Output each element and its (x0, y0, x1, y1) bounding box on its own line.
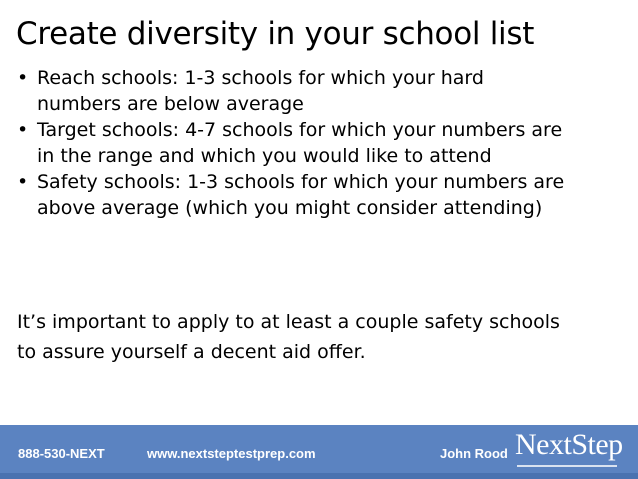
bullet-item-safety (17, 169, 617, 221)
slide-title: Create diversity in your school list (16, 16, 535, 52)
bullet-marker: • (17, 67, 29, 89)
bullet-text-line-2: in the range and which you would like to attend (37, 145, 492, 167)
footer-bar (0, 425, 638, 479)
safety-note (17, 307, 617, 367)
bullet-marker: • (17, 119, 29, 141)
bullet-item-reach (17, 65, 617, 117)
note-line-1: It’s important to apply to at least a couple safety schools (17, 311, 560, 333)
bullet-text-line-1: Reach schools: 1-3 schools for which your hard (37, 67, 484, 89)
logo-text: NextStep (515, 428, 623, 461)
note-line-2: to assure yourself a decent aid offer. (17, 341, 366, 363)
bullet-text-line-1: Safety schools: 1-3 schools for which your numbers are (37, 171, 565, 193)
bullet-text-line-2: numbers are below average (37, 93, 304, 115)
bullet-text-line-1: Target schools: 4-7 schools for which your numbers are (37, 119, 563, 141)
footer-website: www.nextsteptestprep.com (147, 446, 316, 461)
bullet-item-target (17, 117, 617, 169)
footer-bottom-strip (0, 473, 638, 479)
bullet-marker: • (17, 171, 29, 193)
footer-phone: 888-530-NEXT (18, 446, 105, 461)
nextstep-logo (515, 429, 633, 475)
bullet-text-line-2: above average (which you might consider attending) (37, 197, 543, 219)
bullet-list (17, 65, 617, 221)
logo-underline (517, 465, 617, 467)
footer-presenter-name: John Rood (440, 446, 508, 461)
